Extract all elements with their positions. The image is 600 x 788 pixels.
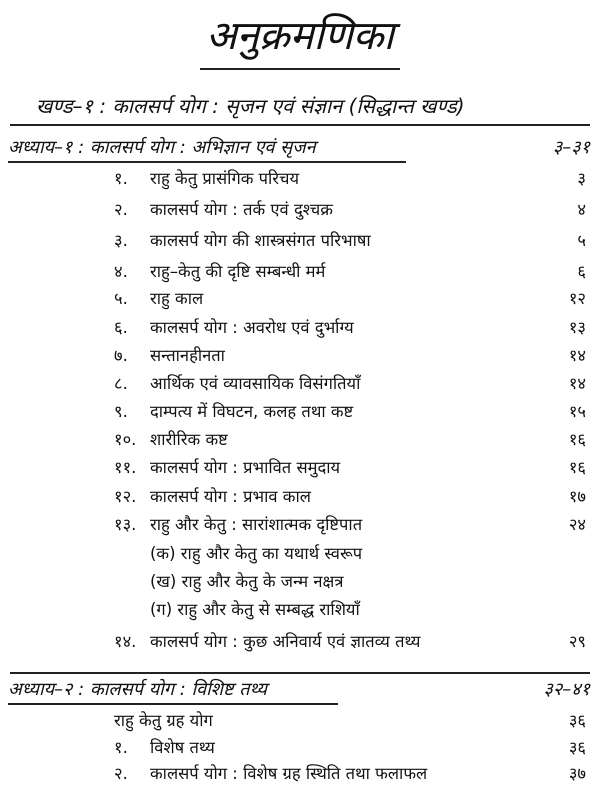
entry-number: ५. — [114, 289, 128, 308]
entry-title: कालसर्प योग : प्रभाव काल — [150, 487, 311, 506]
entry-number: १. — [114, 169, 128, 188]
toc-entry — [114, 734, 554, 762]
chapter-separator-rule — [10, 672, 590, 674]
toc-entry — [114, 707, 554, 735]
chapter-label: अध्याय–२ : कालसर्प योग : विशिष्ट तथ्य — [8, 679, 267, 700]
toc-entry — [114, 426, 554, 454]
entry-number: १४. — [114, 632, 137, 651]
entry-page: १२ — [568, 289, 586, 308]
toc-subentry — [150, 596, 570, 624]
entry-title: कालसर्प योग : प्रभावित समुदाय — [150, 458, 341, 477]
entry-page: १४ — [568, 374, 586, 393]
entry-title: विशेष तथ्य — [150, 738, 215, 757]
section-rule — [10, 124, 590, 126]
entry-title: कालसर्प योग की शास्त्रसंगत परिभाषा — [150, 231, 371, 250]
chapter-heading-1 — [8, 134, 590, 162]
entry-title: राहु केतु प्रासंगिक परिचय — [150, 169, 300, 188]
entry-number: १. — [114, 738, 128, 757]
toc-subentry — [150, 540, 570, 568]
entry-page: २४ — [568, 515, 586, 534]
entry-number: २. — [114, 200, 128, 219]
entry-title: आर्थिक एवं व्यावसायिक विसंगतियाँ — [150, 374, 361, 393]
entry-title: कालसर्प योग : तर्क एवं दुश्चक्र — [150, 200, 333, 219]
entry-page: १४ — [568, 346, 586, 365]
entry-title: राहु–केतु की दृष्टि सम्बन्धी मर्म — [150, 262, 326, 281]
subentry-title: (क) राहु और केतु का यथार्थ स्वरूप — [150, 544, 363, 563]
page-title: अनुक्रमणिका — [206, 13, 394, 59]
entry-number: १३. — [114, 515, 137, 534]
subentry-title: (ग) राहु और केतु से सम्बद्ध राशियाँ — [150, 600, 360, 619]
entry-page: ६ — [577, 262, 586, 281]
entry-page: ४ — [577, 200, 586, 219]
entry-number: २. — [114, 764, 128, 783]
entry-page: २९ — [568, 632, 586, 651]
entry-page: १६ — [568, 430, 586, 449]
entry-number: ४. — [114, 262, 128, 281]
entry-title: सन्तानहीनता — [150, 346, 225, 365]
section-heading: खण्ड–१ : कालसर्प योग : सृजन एवं संज्ञान (सिद्धान्त खण्ड) — [36, 94, 465, 118]
entry-number: ९. — [114, 402, 128, 421]
toc-entry — [114, 314, 554, 342]
entry-number: ६. — [114, 318, 128, 337]
entry-title: कालसर्प योग : कुछ अनिवार्य एवं ज्ञातव्य तथ्य — [150, 632, 421, 651]
entry-title: कालसर्प योग : विशेष ग्रह स्थिति तथा फलाफल — [150, 764, 428, 783]
entry-title: राहु काल — [150, 289, 204, 308]
toc-entry — [114, 285, 554, 313]
entry-page: ३६ — [568, 738, 586, 757]
entry-page: ३६ — [568, 711, 586, 730]
toc-entry — [114, 370, 554, 398]
toc-entry — [114, 628, 554, 656]
toc-entry — [114, 483, 554, 511]
toc-entry — [114, 196, 554, 224]
toc-entry — [114, 227, 554, 255]
entry-page: १५ — [568, 402, 586, 421]
chapter-page-range: ३–३१ — [552, 137, 590, 158]
toc-entry — [114, 258, 554, 286]
entry-title: राहु केतु ग्रह योग — [114, 711, 213, 730]
chapter-rule — [8, 161, 406, 163]
entry-page: १३ — [568, 318, 586, 337]
entry-page: ३ — [577, 169, 586, 188]
chapter-rule — [8, 703, 338, 705]
chapter-page-range: ३२–४१ — [543, 679, 590, 700]
entry-number: ३. — [114, 231, 128, 250]
toc-entry — [114, 760, 554, 788]
entry-number: ७. — [114, 346, 128, 365]
entry-number: १२. — [114, 487, 137, 506]
entry-number: ११. — [114, 458, 137, 477]
chapter-label: अध्याय–१ : कालसर्प योग : अभिज्ञान एवं सृजन — [8, 137, 316, 158]
subentry-title: (ख) राहु और केतु के जन्म नक्षत्र — [150, 572, 344, 591]
entry-title: राहु और केतु : सारांशात्मक दृष्टिपात — [150, 515, 363, 534]
entry-page: १७ — [568, 487, 586, 506]
toc-entry — [114, 511, 554, 539]
entry-page: १६ — [568, 458, 586, 477]
entry-title: कालसर्प योग : अवरोध एवं दुर्भाग्य — [150, 318, 354, 337]
chapter-heading-2 — [8, 676, 590, 704]
entry-number: १०. — [114, 430, 137, 449]
toc-entry — [114, 454, 554, 482]
entry-title: शारीरिक कष्ट — [150, 430, 228, 449]
toc-entry — [114, 165, 554, 193]
entry-page: ५ — [577, 231, 586, 250]
entry-number: ८. — [114, 374, 128, 393]
title-underline — [200, 68, 400, 70]
toc-subentry — [150, 568, 570, 596]
entry-title: दाम्पत्य में विघटन, कलह तथा कष्ट — [150, 402, 354, 421]
toc-entry — [114, 398, 554, 426]
entry-page: ३७ — [568, 764, 586, 783]
toc-entry — [114, 342, 554, 370]
